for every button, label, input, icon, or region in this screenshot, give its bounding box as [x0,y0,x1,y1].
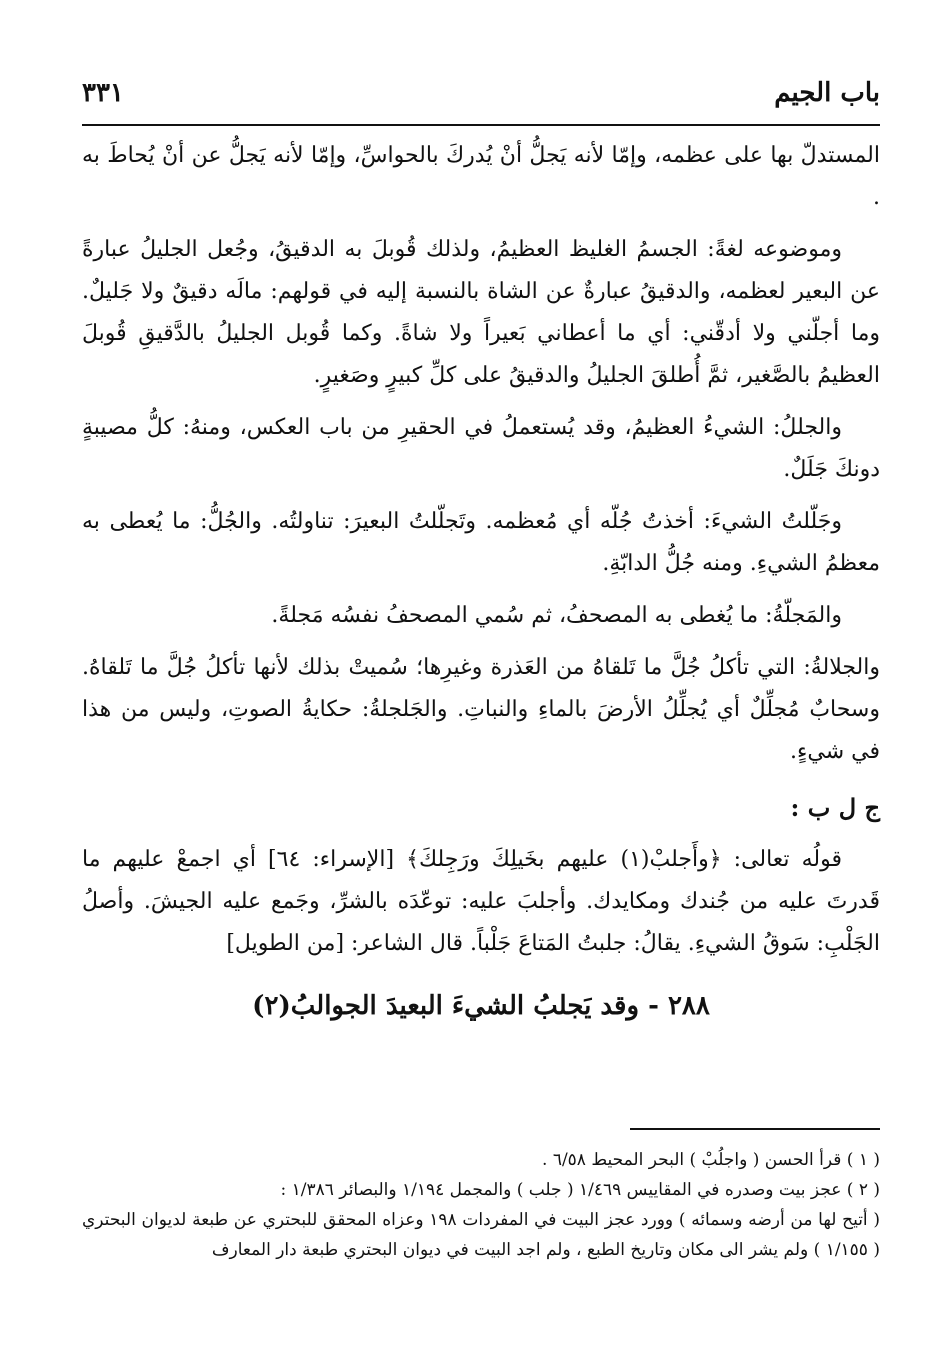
chapter-title: باب الجيم [774,78,880,108]
paragraph: والمَجلّةُ: ما يُغطى به المصحفُ، ثم سُمي المصحفُ نفسُه مَجلةً. [271,603,842,628]
page-header [82,78,880,126]
paragraph: والجلالةُ: التي تأكلُ جُلَّ ما تَلقاهُ من العَذرة وغيرِها؛ سُميتْ بذلك لأنها تأكلُ جُلَّ ما تَلقاهُ. وسحابٌ مُجلِّلٌ أي يُجلِّلُ الأرضَ بالماءِ والنباتِ. والجَلجلةُ: حكايةُ الصوتِ، وليس من هذا في شيءٍ. [82,655,880,764]
footnote-divider [630,1128,880,1130]
paragraph: المستدلّ بها على عظمه، وإمّا لأنه يَجلُّ أنْ يُدركَ بالحواسِّ، وإمّا لأنه يَجلُّ عن أنْ يُحاطَ به . [82,143,880,210]
poetry-verse: ٢٨٨ - وقد يَجلبُ الشيءَ البعيدَ الجوالبُ(٢) [252,991,710,1021]
paragraph: وموضوعه لغةً: الجسمُ الغليظ العظيمُ، ولذلك قُوبلَ به الدقيقُ، وجُعل الجليلُ عبارةً عن البعير لعظمه، والدقيقُ عبارةٌ عن الشاة بالنسبة إليه في قولهم: مالَه دقيقٌ ولا جَليلٌ. وما أجلّني ولا أدقّني: أي ما أعطاني بَعيراً ولا شاةً. وكما قُوبل الجليلُ بالدَّقيقِ قُوبلَ العظيمُ بالصَّغير، ثمَّ أُطلقَ الجليلُ والدقيقُ على كلِّ كبيرٍ وصَغيرٍ. [82,237,880,388]
paragraph: قولُه تعالى: ﴿وأَجلبْ(١) عليهم بخَيلِكَ ورَجِلكَ﴾ [الإسراء: ٦٤] أي اجمعْ عليهم ما قَدرتَ عليه من جُندك ومكايدك. وأجلبَ عليه: توعّدَه بالشرِّ، وجَمع عليه الجيشَ. وأصلُ الجَلْبِ: سَوقُ الشيءِ. يقالُ: جلبتُ المَتاعَ جَلْباً. قال الشاعر: [من الطويل] [82,847,880,956]
page-number: ٣٣١ [82,78,124,108]
footnote-continuation: ( أتيح لها من أرضه وسمائه ) وورد عجز البيت في المفردات ١٩٨ وعزاه المحقق للبحتري عن طبعة لديوان البحتري ( ١/١٥٥ ) ولم يشر الى مكان وتاريخ الطبع ، ولم اجد البيت في ديوان البحتري طبعة دار المعارف [82,1210,880,1260]
footnote: ( ١ ) قرأ الحسن ( واجلُبْ ) البحر المحيط ٦/٥٨ . [542,1150,880,1170]
entry-heading: ج ل ب : [790,793,880,822]
footnote: ( ٢ ) عجز بيت وصدره في المقاييس ١/٤٦٩ ( جلب ) والمجمل ١/١٩٤ والبصائر ١/٣٨٦ : [280,1180,880,1200]
paragraph: والجللُ: الشيءُ العظيمُ، وقد يُستعملُ في الحقيرِ من باب العكس، ومنهُ: كلُّ مصيبةٍ دونكَ جَلَلٌ. [82,415,880,482]
paragraph: وجَلّلتُ الشيءَ: أخذتُ جُلّه أي مُعظمه. وتَجلّلتُ البعيرَ: تناولتُه. والجُلُّ: ما يُعطى به معظمُ الشيءِ. ومنه جُلُّ الدابّةِ. [82,509,880,576]
main-text [82,135,880,1027]
footnotes [82,1145,880,1265]
